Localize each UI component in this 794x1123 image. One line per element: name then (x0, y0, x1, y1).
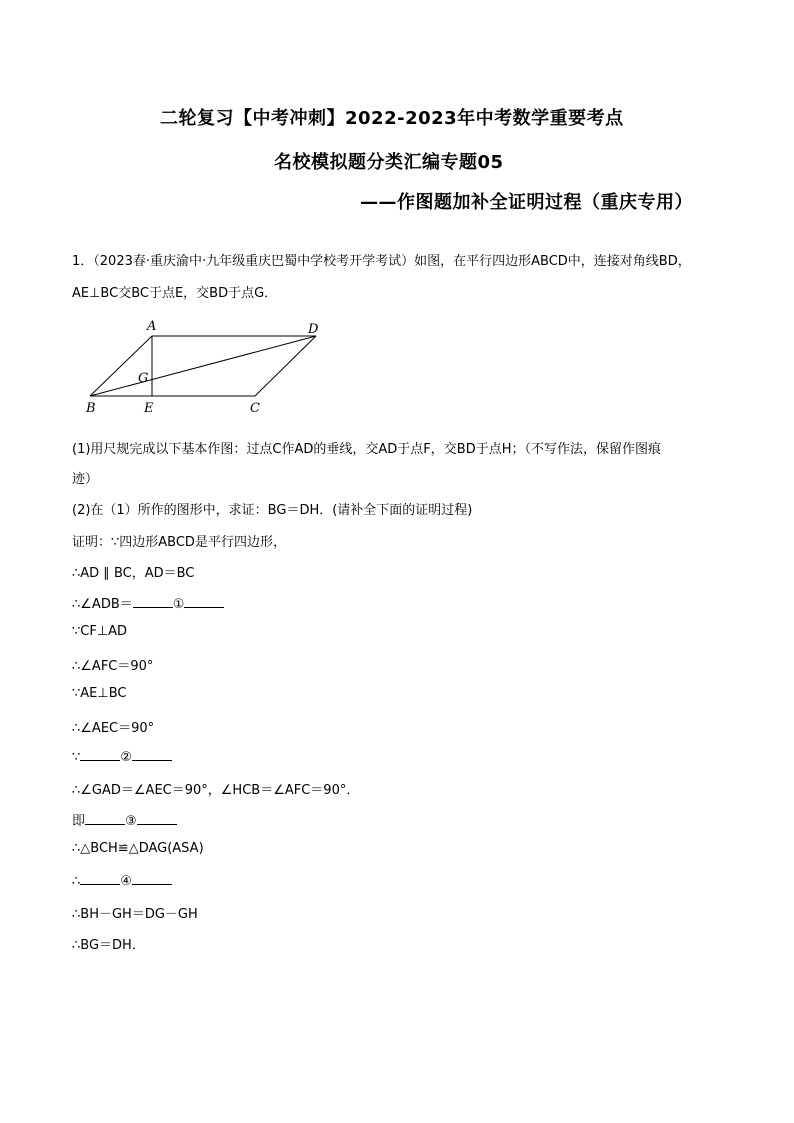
proof-line-3-text: ∴∠ADB＝ (72, 597, 133, 612)
answer-blank (133, 595, 173, 608)
proof-line-12-text: ∴ (72, 874, 81, 889)
segment-cd (255, 336, 316, 396)
proof-line-8-text: ∵ (72, 750, 81, 765)
parallelogram-figure (80, 316, 330, 416)
problem-intro-line-2: AE⊥BC交BC于点E，交BD于点G． (72, 286, 278, 301)
proof-line-9: ∴∠GAD＝∠AEC＝90°，∠HCB＝∠AFC＝90°． (72, 783, 360, 798)
blank-marker-2: ② (120, 750, 132, 765)
title-line-2: 名校模拟题分类汇编专题05 (274, 152, 504, 173)
label-g: G (138, 371, 149, 386)
proof-line-7: ∴∠AEC＝90° (72, 721, 155, 736)
answer-blank (80, 748, 120, 761)
question-2: (2)在（1）所作的图形中，求证：BG＝DH．(请补全下面的证明过程) (72, 503, 473, 518)
proof-line-2: ∴AD ∥ BC，AD＝BC (72, 566, 195, 581)
label-a: A (147, 319, 157, 334)
title-line-1: 二轮复习【中考冲刺】2022-2023年中考数学重要考点 (160, 108, 624, 129)
proof-line-1: 证明：∵四边形ABCD是平行四边形， (72, 535, 286, 550)
proof-line-10-text: 即 (72, 814, 86, 829)
proof-line-11: ∴△BCH≌△DAG(ASA) (72, 841, 204, 856)
proof-line-14: ∴BG＝DH． (72, 938, 145, 953)
proof-line-13: ∴BH－GH＝DG－GH (72, 907, 198, 922)
label-c: C (250, 401, 260, 416)
question-1-line-1: (1)用尺规完成以下基本作图：过点C作AD的垂线，交AD于点F，交BD于点H；（不写作法，保留作图痕 (72, 442, 661, 457)
label-b: B (86, 401, 96, 416)
proof-line-5: ∴∠AFC＝90° (72, 659, 154, 674)
answer-blank (80, 872, 120, 885)
problem-intro-line-1: 1．（2023春·重庆渝中·九年级重庆巴蜀中学校考开学考试）如图，在平行四边形ABCD中，连接对角线BD， (72, 254, 691, 269)
title-line-3: ——作图题加补全证明过程（重庆专用） (360, 192, 693, 213)
proof-line-4: ∵CF⊥AD (72, 624, 128, 639)
proof-line-8 (72, 748, 172, 765)
proof-line-6: ∵AE⊥BC (72, 686, 127, 701)
segment-ab (90, 336, 152, 396)
answer-blank (132, 748, 172, 761)
label-d: D (308, 322, 319, 337)
answer-blank (184, 595, 224, 608)
answer-blank (132, 872, 172, 885)
blank-marker-4: ④ (120, 874, 132, 889)
proof-line-12 (72, 872, 172, 889)
answer-blank (85, 812, 125, 825)
proof-line-3 (72, 593, 224, 612)
segment-bd (90, 336, 316, 396)
blank-marker-1: ① (172, 597, 185, 612)
blank-marker-3: ③ (125, 814, 137, 829)
proof-line-10 (72, 810, 177, 829)
question-1-line-2: 迹） (72, 472, 99, 487)
answer-blank (137, 812, 177, 825)
label-e: E (144, 401, 154, 416)
